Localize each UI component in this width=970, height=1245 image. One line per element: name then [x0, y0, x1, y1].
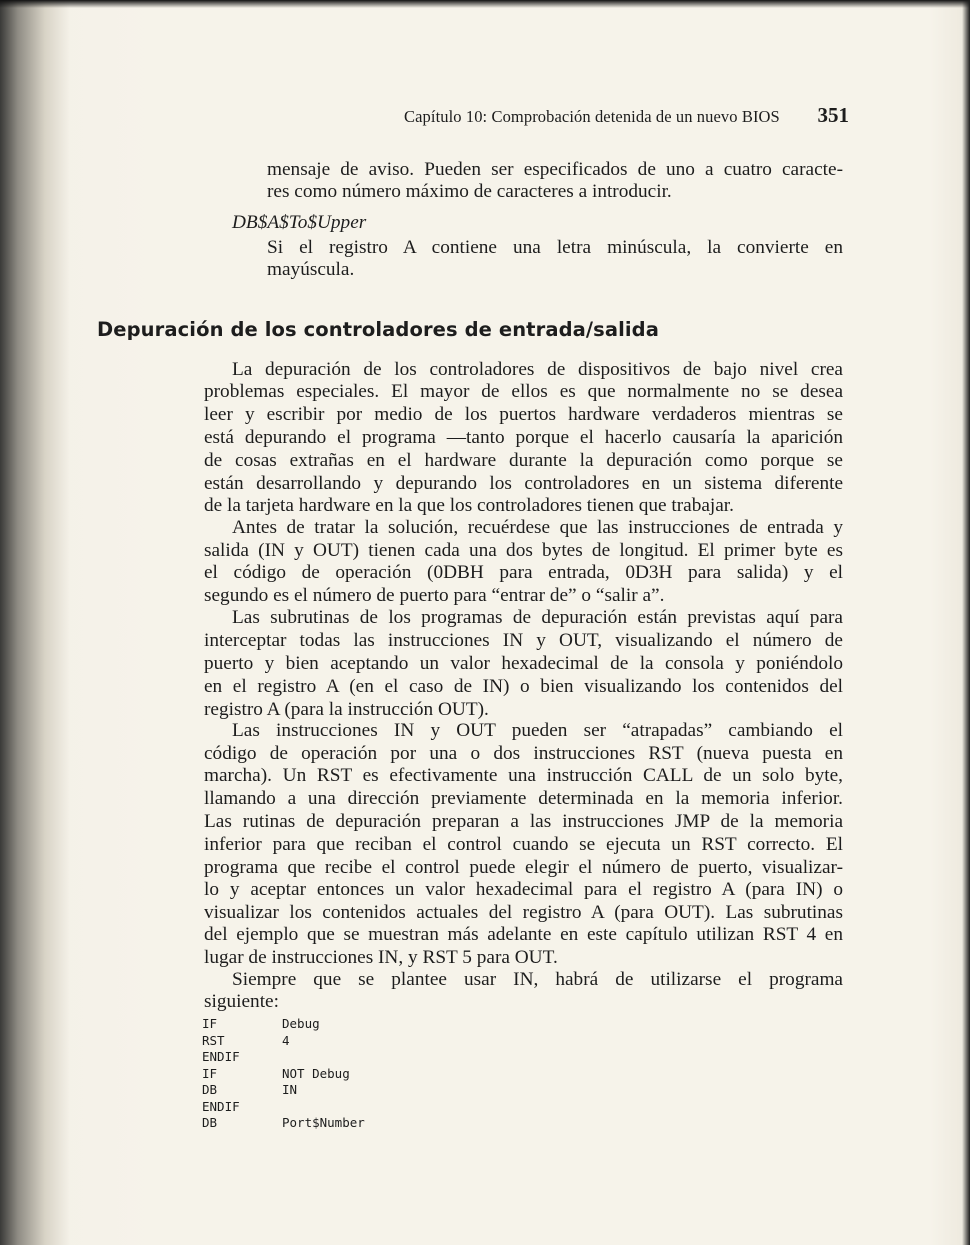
body-line: lugar de instrucciones IN, y RST 5 para OUT. — [204, 947, 558, 968]
body-line: La depuración de los controladores de dispositivos de bajo nivel crea — [232, 359, 843, 380]
body-line: de cosas extrañas en el hardware durante la depuración como porque se — [204, 450, 843, 471]
body-line: del ejemplo que se muestran más adelante en este capítulo utilizan RST 4 en — [204, 924, 843, 945]
code-op: RST — [202, 1032, 225, 1048]
body-line: marcha). Un RST es efectivamente una instrucción CALL de un solo byte, — [204, 765, 843, 786]
body-line: programa que recibe el control puede elegir el número de puerto, visualizar- — [204, 857, 843, 878]
body-line: problemas especiales. El mayor de ellos es que normalmente no se desea — [204, 381, 843, 402]
code-op: ENDIF — [202, 1049, 240, 1064]
running-head: Capítulo 10: Comprobación detenida de un nuevo BIOS — [404, 107, 780, 126]
code-arg: 4 — [282, 1032, 290, 1048]
code-op: DB — [202, 1082, 218, 1097]
body-line: registro A (para la instrucción OUT). — [204, 699, 489, 720]
code-arg: Port$Number — [282, 1115, 365, 1130]
body-line: leer y escribir por medio de los puertos hardware verdaderos mientras se — [204, 404, 843, 425]
body-line: segundo es el número de puerto para “entrar de” o “salir a”. — [204, 585, 665, 606]
code-line — [202, 1033, 502, 1050]
body-line: siguiente: — [204, 991, 279, 1012]
term-label: DB$A$To$Upper — [232, 212, 367, 233]
body-line: código de operación por una o dos instrucciones RST (nueva puesta en — [204, 743, 843, 764]
code-op: IF — [202, 1065, 218, 1081]
code-op: IF — [202, 1016, 218, 1031]
book-binding-shadow — [0, 0, 70, 1245]
body-line: visualizar los contenidos actuales del registro A (para OUT). Las subrutinas — [204, 902, 843, 923]
body-line: está depurando el programa —tanto porque el hacerlo causaría la aparición — [204, 427, 843, 448]
body-line: Las rutinas de depuración preparan a las instrucciones JMP de la memoria — [204, 811, 843, 832]
code-arg: NOT Debug — [282, 1065, 350, 1081]
body-line: Siempre que se plantee usar IN, habrá de utilizarse el programa — [232, 969, 843, 990]
code-line — [202, 1016, 502, 1033]
body-line: Antes de tratar la solución, recuérdese que las instrucciones de entrada y — [232, 517, 843, 538]
code-line — [202, 1066, 502, 1083]
text-line: Si el registro A contiene una letra minúscula, la convierte en — [267, 237, 843, 258]
body-line: están desarrollando y depurando los controladores en un sistema diferente — [204, 473, 843, 494]
text-line: mensaje de aviso. Pueden ser especificados de uno a cuatro caracte- — [267, 159, 843, 180]
section-heading: Depuración de los controladores de entrada/salida — [97, 318, 659, 341]
code-op: ENDIF — [202, 1098, 240, 1114]
code-line — [202, 1082, 502, 1099]
body-line: inferior para que reciban el control cuando se ejecuta un RST correcto. El — [204, 834, 843, 855]
right-edge-shadow — [962, 0, 970, 1245]
body-line: puerto y bien aceptando un valor hexadecimal de la consola y poniéndolo — [204, 653, 843, 674]
code-arg: IN — [282, 1082, 298, 1097]
code-op: DB — [202, 1115, 218, 1130]
page-number: 351 — [817, 103, 849, 127]
body-line: Las subrutinas de los programas de depuración están previstas aquí para — [232, 607, 843, 628]
page-header — [404, 103, 849, 128]
body-line: en el registro A (en el caso de IN) o bien visualizando los contenidos del — [204, 676, 843, 697]
body-line: llamando a una dirección previamente determinada en la memoria inferior. — [204, 788, 843, 809]
code-line — [202, 1049, 502, 1066]
body-line: de la tarjeta hardware en la que los controladores tienen que trabajar. — [204, 495, 734, 516]
code-line — [202, 1115, 502, 1132]
code-listing — [202, 1016, 502, 1132]
body-line: salida (IN y OUT) tienen cada una dos bytes de longitud. El primer byte es — [204, 540, 843, 561]
body-line: el código de operación (0DBH para entrada, 0D3H para salida) y el — [204, 562, 843, 583]
text-line: res como número máximo de caracteres a introducir. — [267, 181, 672, 202]
code-arg: Debug — [282, 1016, 320, 1031]
text-line: mayúscula. — [267, 259, 355, 280]
body-line: lo y aceptar entonces un valor hexadecimal para el registro A (para IN) o — [204, 879, 843, 900]
body-line: interceptar todas las instrucciones IN y OUT, visualizando el número de — [204, 630, 843, 651]
top-edge-shadow — [0, 0, 970, 8]
body-line: Las instrucciones IN y OUT pueden ser “atrapadas” cambiando el — [232, 720, 843, 741]
code-line — [202, 1099, 502, 1116]
